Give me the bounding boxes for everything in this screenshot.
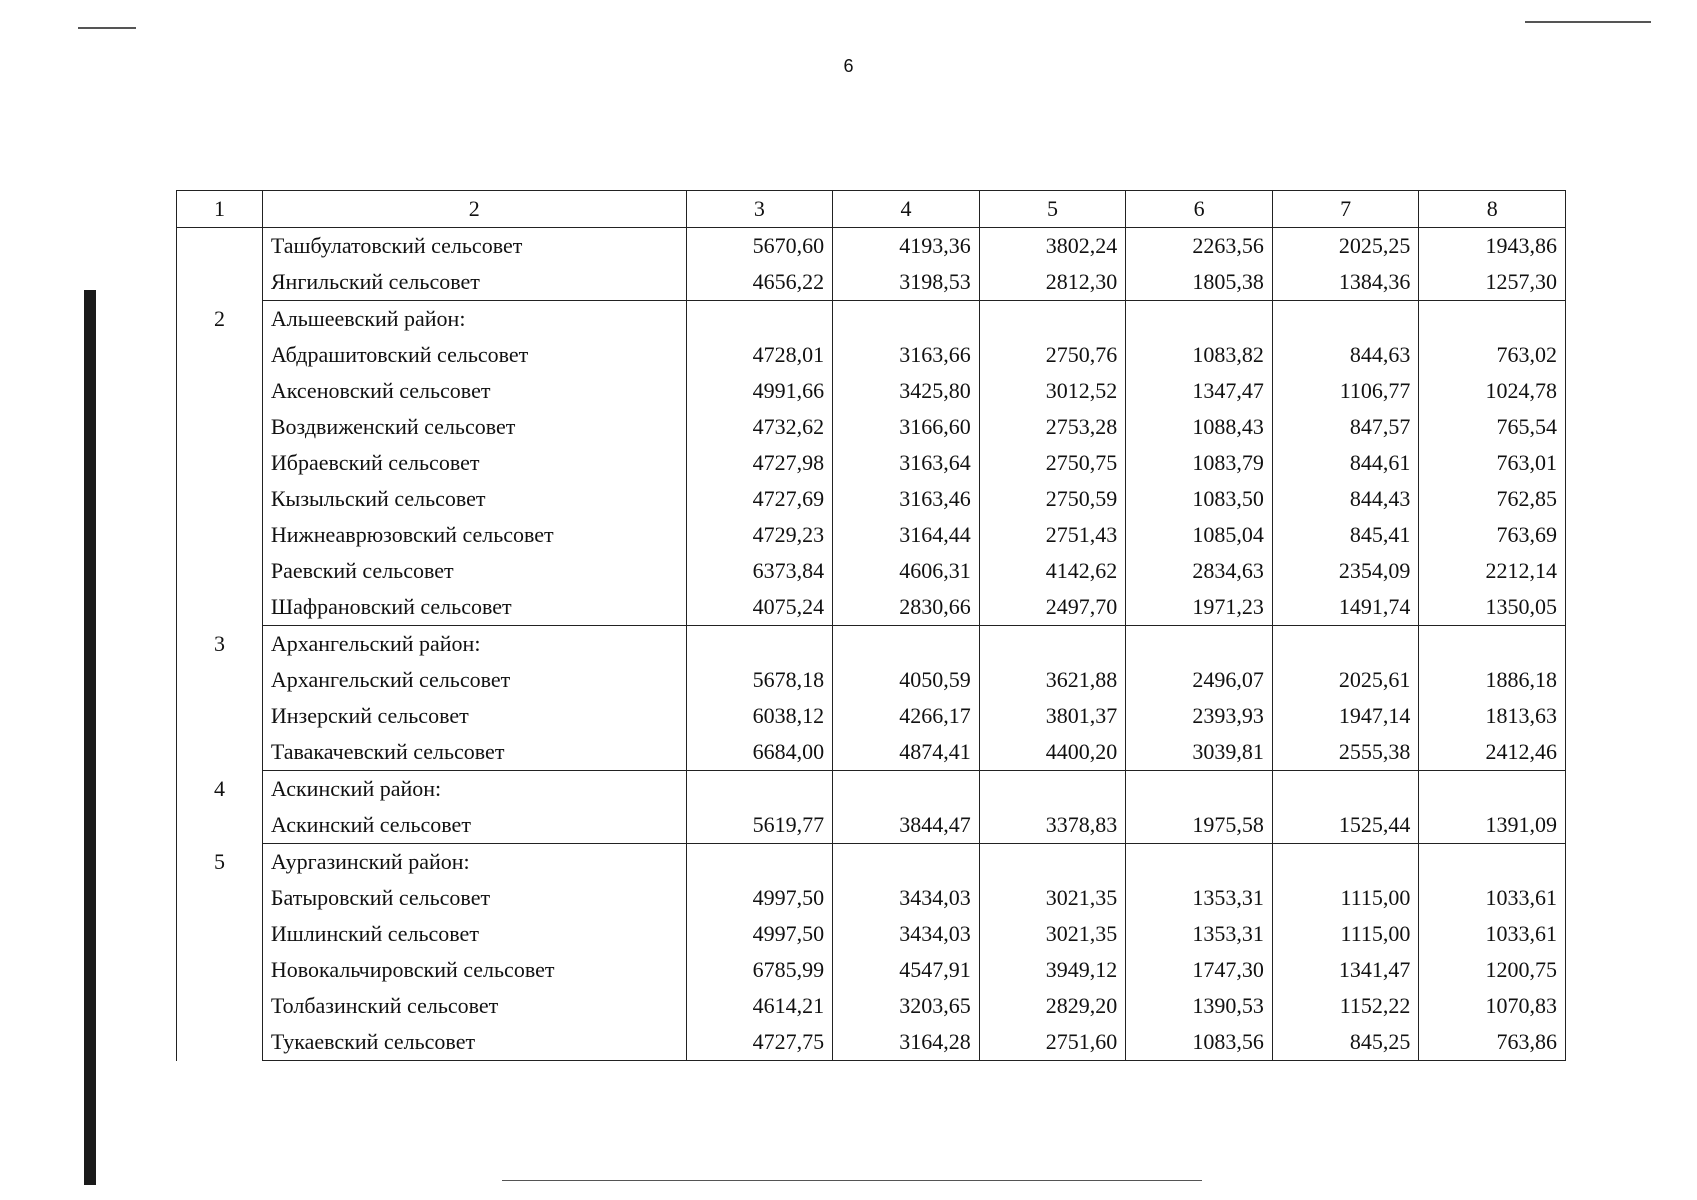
scan-edge-bar-left [84,290,96,1185]
empty-cell [686,771,833,808]
empty-cell [833,301,980,338]
district-title: Аскинский район: [262,771,686,808]
table-row [177,1024,1566,1061]
settlement-name: Янгильский сельсовет [262,264,686,301]
value-cell-col-6: 1747,30 [1126,952,1273,988]
table-body [177,228,1566,1061]
empty-cell [1272,626,1419,663]
value-cell-col-6: 1085,04 [1126,517,1273,553]
value-cell-col-8: 1033,61 [1419,916,1566,952]
value-cell-col-7: 1491,74 [1272,589,1419,626]
value-cell-col-7: 844,63 [1272,337,1419,373]
value-cell-col-3: 4729,23 [686,517,833,553]
column-header-5: 5 [979,191,1126,228]
value-cell-col-4: 4193,36 [833,228,980,265]
settlement-name: Аскинский сельсовет [262,807,686,844]
table-row [177,916,1566,952]
group-number [177,228,263,301]
settlement-name: Ишлинский сельсовет [262,916,686,952]
value-cell-col-3: 5670,60 [686,228,833,265]
value-cell-col-5: 3021,35 [979,916,1126,952]
scan-edge-line-top-right [1525,21,1651,23]
value-cell-col-7: 2555,38 [1272,734,1419,771]
value-cell-col-4: 3198,53 [833,264,980,301]
value-cell-col-8: 1943,86 [1419,228,1566,265]
empty-cell [686,844,833,881]
value-cell-col-3: 5619,77 [686,807,833,844]
value-cell-col-4: 2830,66 [833,589,980,626]
settlement-name: Новокальчировский сельсовет [262,952,686,988]
value-cell-col-6: 3039,81 [1126,734,1273,771]
value-cell-col-6: 1390,53 [1126,988,1273,1024]
value-cell-col-3: 4727,75 [686,1024,833,1061]
value-cell-col-5: 2753,28 [979,409,1126,445]
empty-cell [1272,301,1419,338]
value-cell-col-7: 844,43 [1272,481,1419,517]
value-cell-col-3: 6038,12 [686,698,833,734]
value-cell-col-6: 2496,07 [1126,662,1273,698]
value-cell-col-6: 1083,56 [1126,1024,1273,1061]
value-cell-col-4: 3434,03 [833,880,980,916]
empty-cell [1419,301,1566,338]
district-title: Альшеевский район: [262,301,686,338]
column-header-3: 3 [686,191,833,228]
district-title: Архангельский район: [262,626,686,663]
value-cell-col-6: 1083,79 [1126,445,1273,481]
value-cell-col-5: 2751,60 [979,1024,1126,1061]
value-cell-col-6: 1975,58 [1126,807,1273,844]
value-cell-col-3: 4075,24 [686,589,833,626]
value-cell-col-5: 4142,62 [979,553,1126,589]
value-cell-col-7: 2025,25 [1272,228,1419,265]
value-cell-col-7: 2354,09 [1272,553,1419,589]
empty-cell [979,301,1126,338]
value-cell-col-3: 4991,66 [686,373,833,409]
table-row [177,662,1566,698]
value-cell-col-7: 1115,00 [1272,880,1419,916]
table-row [177,373,1566,409]
empty-cell [1272,771,1419,808]
header-row [177,191,1566,228]
column-header-2: 2 [262,191,686,228]
value-cell-col-8: 2212,14 [1419,553,1566,589]
column-header-6: 6 [1126,191,1273,228]
settlement-name: Батыровский сельсовет [262,880,686,916]
settlement-name: Инзерский сельсовет [262,698,686,734]
table-row [177,553,1566,589]
value-cell-col-5: 3621,88 [979,662,1126,698]
value-cell-col-6: 1083,50 [1126,481,1273,517]
settlement-name: Абдрашитовский сельсовет [262,337,686,373]
table-header [177,191,1566,228]
value-cell-col-7: 1525,44 [1272,807,1419,844]
value-cell-col-8: 763,02 [1419,337,1566,373]
value-cell-col-8: 1391,09 [1419,807,1566,844]
table-row [177,807,1566,844]
value-cell-col-4: 3163,66 [833,337,980,373]
value-cell-col-7: 1341,47 [1272,952,1419,988]
value-cell-col-7: 844,61 [1272,445,1419,481]
value-cell-col-3: 5678,18 [686,662,833,698]
value-cell-col-5: 2829,20 [979,988,1126,1024]
value-cell-col-4: 3203,65 [833,988,980,1024]
settlement-name: Ибраевский сельсовет [262,445,686,481]
value-cell-col-6: 2834,63 [1126,553,1273,589]
table-row [177,698,1566,734]
value-cell-col-7: 845,25 [1272,1024,1419,1061]
settlement-name: Толбазинский сельсовет [262,988,686,1024]
value-cell-col-4: 3844,47 [833,807,980,844]
value-cell-col-8: 763,86 [1419,1024,1566,1061]
group-number: 5 [177,844,263,1061]
empty-cell [833,771,980,808]
value-cell-col-7: 845,41 [1272,517,1419,553]
value-cell-col-5: 3802,24 [979,228,1126,265]
table-row [177,734,1566,771]
value-cell-col-7: 1115,00 [1272,916,1419,952]
value-cell-col-6: 1353,31 [1126,880,1273,916]
table-row [177,228,1566,265]
empty-cell [1419,771,1566,808]
empty-cell [1419,626,1566,663]
value-cell-col-3: 4727,98 [686,445,833,481]
value-cell-col-3: 6373,84 [686,553,833,589]
value-cell-col-6: 1347,47 [1126,373,1273,409]
settlement-name: Нижнеаврюзовский сельсовет [262,517,686,553]
value-cell-col-7: 1947,14 [1272,698,1419,734]
value-cell-col-6: 2263,56 [1126,228,1273,265]
value-cell-col-8: 762,85 [1419,481,1566,517]
value-cell-col-4: 3425,80 [833,373,980,409]
value-cell-col-5: 3012,52 [979,373,1126,409]
table-row [177,626,1566,663]
scan-edge-line-bottom [502,1180,1202,1181]
value-cell-col-3: 4732,62 [686,409,833,445]
column-header-7: 7 [1272,191,1419,228]
table-row [177,771,1566,808]
value-cell-col-8: 763,01 [1419,445,1566,481]
settlement-name: Тукаевский сельсовет [262,1024,686,1061]
empty-cell [1126,771,1273,808]
value-cell-col-8: 1200,75 [1419,952,1566,988]
settlement-name: Аксеновский сельсовет [262,373,686,409]
value-cell-col-7: 1152,22 [1272,988,1419,1024]
value-cell-col-8: 1350,05 [1419,589,1566,626]
table-row [177,409,1566,445]
value-cell-col-7: 2025,61 [1272,662,1419,698]
value-cell-col-8: 1257,30 [1419,264,1566,301]
page-number: 6 [843,56,854,76]
value-cell-col-5: 3021,35 [979,880,1126,916]
value-cell-col-7: 1384,36 [1272,264,1419,301]
settlement-name: Архангельский сельсовет [262,662,686,698]
data-table [176,190,1566,1061]
value-cell-col-3: 6684,00 [686,734,833,771]
settlement-name: Ташбулатовский сельсовет [262,228,686,265]
settlement-name: Тавакачевский сельсовет [262,734,686,771]
value-cell-col-4: 3164,44 [833,517,980,553]
value-cell-col-5: 2750,75 [979,445,1126,481]
value-cell-col-3: 4727,69 [686,481,833,517]
value-cell-col-3: 4656,22 [686,264,833,301]
settlement-name: Кызыльский сельсовет [262,481,686,517]
table-row [177,301,1566,338]
value-cell-col-3: 4728,01 [686,337,833,373]
value-cell-col-6: 1088,43 [1126,409,1273,445]
value-cell-col-6: 1971,23 [1126,589,1273,626]
value-cell-col-4: 3434,03 [833,916,980,952]
empty-cell [1126,844,1273,881]
empty-cell [1126,301,1273,338]
table-row [177,988,1566,1024]
table-row [177,517,1566,553]
value-cell-col-8: 1070,83 [1419,988,1566,1024]
value-cell-col-5: 2750,59 [979,481,1126,517]
value-cell-col-8: 1033,61 [1419,880,1566,916]
value-cell-col-4: 3164,28 [833,1024,980,1061]
table-row [177,481,1566,517]
value-cell-col-5: 2497,70 [979,589,1126,626]
table-row [177,445,1566,481]
table-row [177,880,1566,916]
value-cell-col-5: 3378,83 [979,807,1126,844]
value-cell-col-5: 2750,76 [979,337,1126,373]
value-cell-col-4: 4874,41 [833,734,980,771]
value-cell-col-3: 4997,50 [686,880,833,916]
value-cell-col-4: 4266,17 [833,698,980,734]
empty-cell [1419,844,1566,881]
settlement-name: Раевский сельсовет [262,553,686,589]
empty-cell [979,771,1126,808]
group-number: 3 [177,626,263,771]
table-row [177,337,1566,373]
district-title: Аургазинский район: [262,844,686,881]
empty-cell [686,626,833,663]
value-cell-col-4: 4547,91 [833,952,980,988]
column-header-8: 8 [1419,191,1566,228]
value-cell-col-8: 763,69 [1419,517,1566,553]
value-cell-col-5: 3949,12 [979,952,1126,988]
column-header-1: 1 [177,191,263,228]
table-row [177,844,1566,881]
empty-cell [686,301,833,338]
value-cell-col-7: 847,57 [1272,409,1419,445]
value-cell-col-5: 2812,30 [979,264,1126,301]
value-cell-col-3: 6785,99 [686,952,833,988]
value-cell-col-8: 1886,18 [1419,662,1566,698]
value-cell-col-6: 1353,31 [1126,916,1273,952]
empty-cell [833,844,980,881]
value-cell-col-5: 4400,20 [979,734,1126,771]
column-header-4: 4 [833,191,980,228]
value-cell-col-7: 1106,77 [1272,373,1419,409]
empty-cell [979,626,1126,663]
settlement-name: Воздвиженский сельсовет [262,409,686,445]
table-row [177,589,1566,626]
value-cell-col-6: 1083,82 [1126,337,1273,373]
empty-cell [1272,844,1419,881]
value-cell-col-5: 2751,43 [979,517,1126,553]
value-cell-col-3: 4997,50 [686,916,833,952]
empty-cell [833,626,980,663]
table-row [177,264,1566,301]
empty-cell [979,844,1126,881]
group-number: 2 [177,301,263,626]
value-cell-col-8: 1024,78 [1419,373,1566,409]
value-cell-col-8: 2412,46 [1419,734,1566,771]
value-cell-col-5: 3801,37 [979,698,1126,734]
value-cell-col-4: 4050,59 [833,662,980,698]
table-row [177,952,1566,988]
value-cell-col-8: 765,54 [1419,409,1566,445]
value-cell-col-6: 2393,93 [1126,698,1273,734]
value-cell-col-6: 1805,38 [1126,264,1273,301]
value-cell-col-4: 3163,46 [833,481,980,517]
value-cell-col-4: 3163,64 [833,445,980,481]
group-number: 4 [177,771,263,844]
value-cell-col-8: 1813,63 [1419,698,1566,734]
settlement-name: Шафрановский сельсовет [262,589,686,626]
value-cell-col-4: 4606,31 [833,553,980,589]
empty-cell [1126,626,1273,663]
value-cell-col-4: 3166,60 [833,409,980,445]
value-cell-col-3: 4614,21 [686,988,833,1024]
scan-edge-line-top-left [78,27,136,29]
